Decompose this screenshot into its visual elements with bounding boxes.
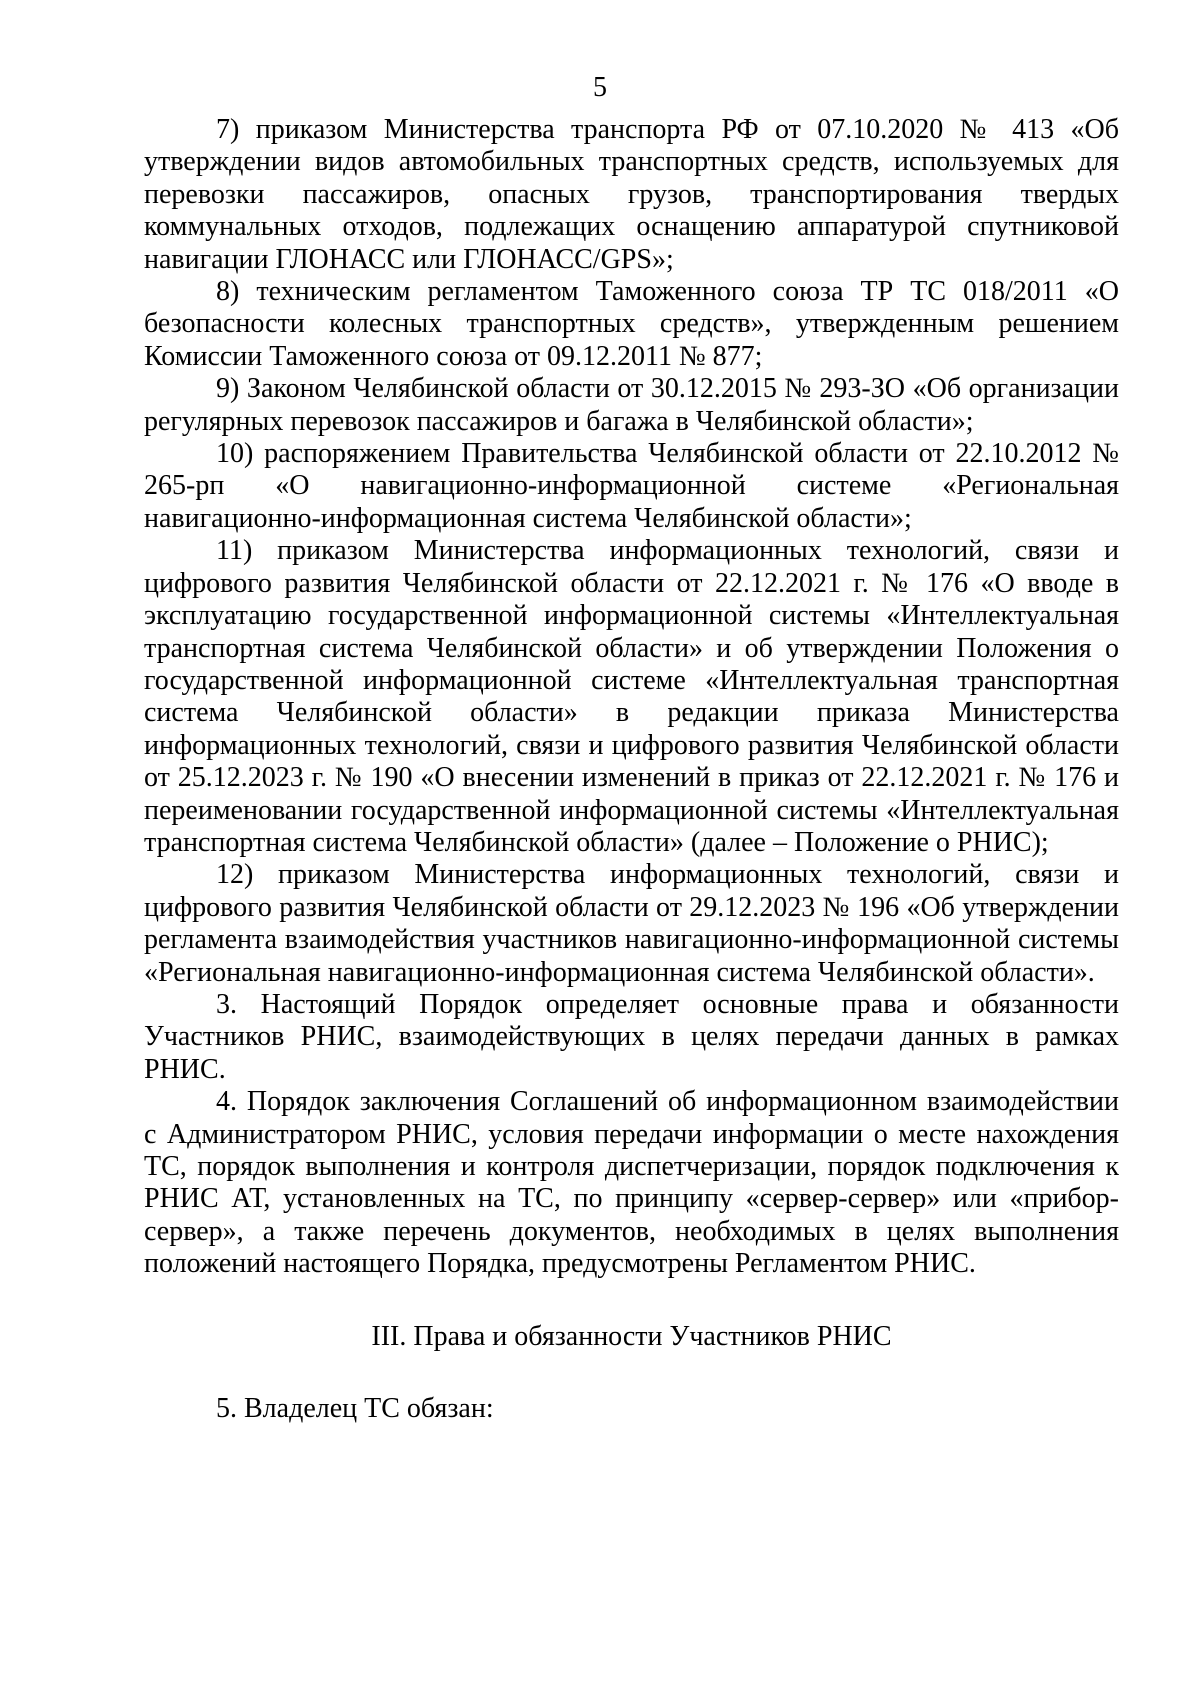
paragraph-item-12: 12) приказом Министерства информационных технологий, связи и цифрового развития Челябинской области от 29.12.2023 № 196 «Об утверждении регламента взаимодействия участников навигационно-информационной системы «Региональная навигационно-информационная система Челябинской области».: [144, 859, 1119, 988]
paragraph-item-7: 7) приказом Министерства транспорта РФ от 07.10.2020 № 413 «Об утверждении видов автомобильных транспортных средств, используемых для перевозки пассажиров, опасных грузов, транспортирования твердых коммунальных отходов, подлежащих оснащению аппаратурой спутниковой навигации ГЛОНАСС или ГЛОНАСС/GPS»;: [144, 114, 1119, 275]
page-number: 5: [593, 72, 607, 103]
paragraph-clause-5: 5. Владелец ТС обязан:: [216, 1393, 494, 1425]
paragraph-item-8: 8) техническим регламентом Таможенного союза ТР ТС 018/2011 «О безопасности колесных транспортных средств», утвержденным решением Комиссии Таможенного союза от 09.12.2011 № 877;: [144, 276, 1119, 372]
paragraph-clause-4: 4. Порядок заключения Соглашений об информационном взаимодействии с Администратором РНИС, условия передачи информации о месте нахождения ТС, порядок выполнения и контроля диспетчеризации, порядок подключения к РНИС АТ, установленных на ТС, по принципу «сервер-сервер» или «прибор-сервер», а также перечень документов, необходимых в целях выполнения положений настоящего Порядка, предусмотрены Регламентом РНИС.: [144, 1086, 1119, 1280]
paragraph-item-11: 11) приказом Министерства информационных технологий, связи и цифрового развития Челябинской области от 22.12.2021 г. № 176 «О вводе в эксплуатацию государственной информационной системы «Интеллектуальная транспортная система Челябинской области» и об утверждении Положения о государственной информационной системе «Интеллектуальная транспортная система Челябинской области» в редакции приказа Министерства информационных технологий, связи и цифрового развития Челябинской области от 25.12.2023 г. № 190 «О внесении изменений в приказ от 22.12.2021 г. № 176 и переименовании государственной информационной системы «Интеллектуальная транспортная система Челябинской области» (далее – Положение о РНИС);: [144, 535, 1119, 858]
paragraph-clause-3: 3. Настоящий Порядок определяет основные права и обязанности Участников РНИС, взаимодействующих в целях передачи данных в рамках РНИС.: [144, 988, 1119, 1085]
paragraph-item-9: 9) Законом Челябинской области от 30.12.2015 № 293-ЗО «Об организации регулярных перевозок пассажиров и багажа в Челябинской области»;: [144, 373, 1119, 437]
document-body: [144, 114, 1119, 1425]
paragraph-item-10: 10) распоряжением Правительства Челябинской области от 22.10.2012 № 265-рп «О навигационно-информационной системе «Региональная навигационно-информационная система Челябинской области»;: [144, 438, 1119, 534]
section-heading: III. Права и обязанности Участников РНИС: [371, 1320, 892, 1352]
